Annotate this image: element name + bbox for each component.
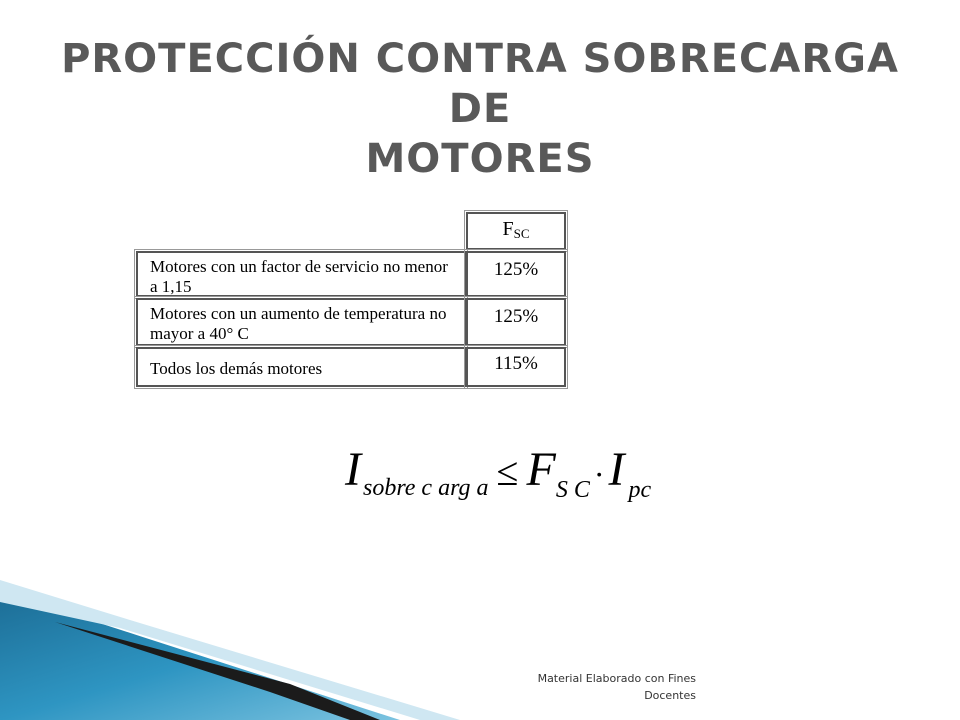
footer-line-1: Material Elaborado con Fines (537, 672, 696, 685)
footer-note (496, 670, 696, 704)
table-row-value-2: 125% (466, 298, 566, 346)
slide-title (40, 34, 920, 184)
formula-rhs-sub: pc (628, 477, 652, 503)
table-row-value-3: 115% (466, 347, 566, 387)
formula-dot: · (593, 456, 605, 492)
header-main: F (502, 218, 514, 240)
slide-title-line-2: MOTORES (365, 136, 595, 182)
overload-formula (345, 442, 725, 512)
table-header-fsc (466, 212, 566, 250)
formula-rhs-main: I (608, 443, 625, 496)
table-row-label-3: Todos los demás motores (136, 347, 466, 387)
corner-decoration (0, 580, 460, 720)
slide-title-line-1: PROTECCIÓN CONTRA SOBRECARGA DE (61, 36, 899, 132)
formula-operator: ≤ (496, 449, 519, 494)
header-sub: SC (513, 226, 530, 241)
table-row-label-1: Motores con un factor de servicio no menor a 1,15 (136, 251, 466, 297)
table-row-label-2: Motores con un aumento de temperatura no mayor a 40° C (136, 298, 466, 346)
formula-lhs-sub: sobre c arg a (362, 475, 489, 501)
formula-factor-main: F (526, 443, 556, 496)
deco-blue-wedge (0, 600, 400, 720)
formula-lhs-main: I (345, 443, 361, 496)
table-row-value-1: 125% (466, 251, 566, 297)
footer-line-2: Docentes (644, 689, 696, 702)
formula-factor-sub: S C (555, 477, 590, 503)
